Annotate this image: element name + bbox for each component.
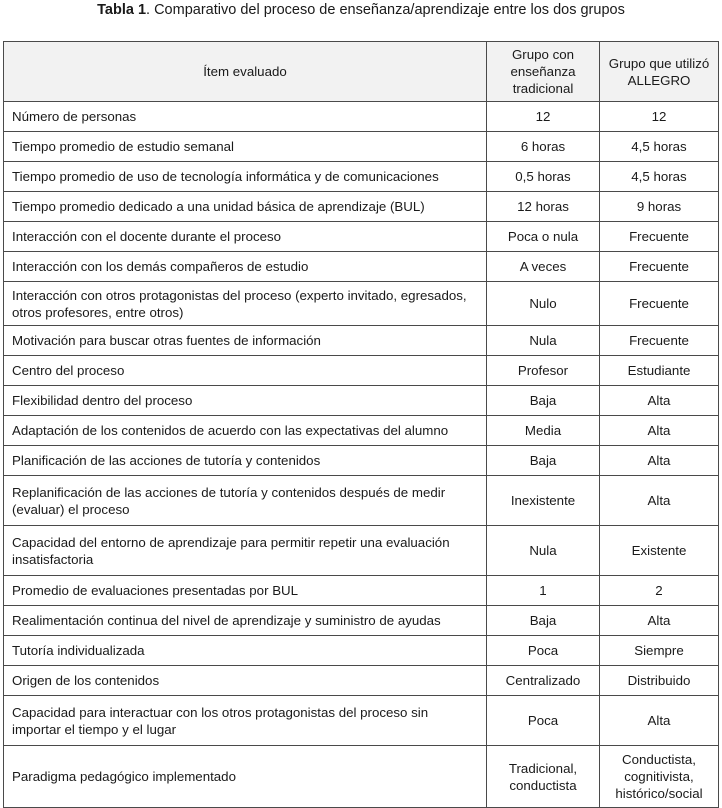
table-row <box>4 222 719 252</box>
row-traditional-value: Poca o nula <box>487 222 600 252</box>
row-allegro-value: 4,5 horas <box>600 132 719 162</box>
row-item: Motivación para buscar otras fuentes de información <box>4 326 487 356</box>
row-traditional-value: Profesor <box>487 356 600 386</box>
table-row <box>4 282 719 326</box>
row-traditional-value: Nula <box>487 326 600 356</box>
row-item: Interacción con otros protagonistas del proceso (experto invitado, egresados, otros profesores, entre otros) <box>4 282 487 326</box>
table-row <box>4 636 719 666</box>
row-traditional-value: Inexistente <box>487 476 600 526</box>
row-traditional-value: 1 <box>487 576 600 606</box>
row-allegro-value: Alta <box>600 606 719 636</box>
header-group-allegro: Grupo que utilizó ALLEGRO <box>600 42 719 102</box>
row-traditional-value: Media <box>487 416 600 446</box>
row-item: Tiempo promedio de uso de tecnología informática y de comunicaciones <box>4 162 487 192</box>
row-allegro-value: Frecuente <box>600 326 719 356</box>
table-row <box>4 476 719 526</box>
header-row <box>4 42 719 102</box>
row-allegro-value: Siempre <box>600 636 719 666</box>
row-traditional-value: Nulo <box>487 282 600 326</box>
row-item: Origen de los contenidos <box>4 666 487 696</box>
row-traditional-value: 12 horas <box>487 192 600 222</box>
row-allegro-value: Conductista, cognitivista, histórico/social <box>600 746 719 808</box>
table-row <box>4 526 719 576</box>
header-item: Ítem evaluado <box>4 42 487 102</box>
row-allegro-value: 9 horas <box>600 192 719 222</box>
row-item: Capacidad del entorno de aprendizaje para permitir repetir una evaluación insatisfactoria <box>4 526 487 576</box>
row-traditional-value: Baja <box>487 606 600 636</box>
row-allegro-value: Distribuido <box>600 666 719 696</box>
row-traditional-value: Centralizado <box>487 666 600 696</box>
row-allegro-value: 4,5 horas <box>600 162 719 192</box>
row-traditional-value: 6 horas <box>487 132 600 162</box>
row-allegro-value: Existente <box>600 526 719 576</box>
row-allegro-value: Frecuente <box>600 252 719 282</box>
row-item: Planificación de las acciones de tutoría y contenidos <box>4 446 487 476</box>
row-traditional-value: Poca <box>487 696 600 746</box>
table-row <box>4 326 719 356</box>
table-row <box>4 576 719 606</box>
row-traditional-value: 12 <box>487 102 600 132</box>
row-item: Tiempo promedio dedicado a una unidad básica de aprendizaje (BUL) <box>4 192 487 222</box>
table-row <box>4 102 719 132</box>
row-allegro-value: Alta <box>600 446 719 476</box>
caption-label: Tabla 1 <box>97 2 147 18</box>
table-row <box>4 356 719 386</box>
row-allegro-value: Frecuente <box>600 282 719 326</box>
table-row <box>4 606 719 636</box>
table-row <box>4 416 719 446</box>
row-item: Tiempo promedio de estudio semanal <box>4 132 487 162</box>
row-item: Promedio de evaluaciones presentadas por BUL <box>4 576 487 606</box>
row-allegro-value: Alta <box>600 696 719 746</box>
table-row <box>4 252 719 282</box>
caption-text: . Comparativo del proceso de enseñanza/aprendizaje entre los dos grupos <box>146 2 625 18</box>
row-item: Paradigma pedagógico implementado <box>4 746 487 808</box>
row-item: Interacción con el docente durante el proceso <box>4 222 487 252</box>
row-traditional-value: Nula <box>487 526 600 576</box>
row-traditional-value: Tradicional, conductista <box>487 746 600 808</box>
table-row <box>4 162 719 192</box>
row-item: Replanificación de las acciones de tutoría y contenidos después de medir (evaluar) el proceso <box>4 476 487 526</box>
row-allegro-value: Alta <box>600 416 719 446</box>
row-allegro-value: 12 <box>600 102 719 132</box>
row-item: Centro del proceso <box>4 356 487 386</box>
row-traditional-value: Baja <box>487 446 600 476</box>
header-group-traditional: Grupo con enseñanza tradicional <box>487 42 600 102</box>
comparison-table <box>3 41 719 808</box>
row-item: Número de personas <box>4 102 487 132</box>
row-item: Realimentación continua del nivel de aprendizaje y suministro de ayudas <box>4 606 487 636</box>
table-caption <box>0 1 722 19</box>
row-traditional-value: Baja <box>487 386 600 416</box>
table-row <box>4 132 719 162</box>
row-allegro-value: Estudiante <box>600 356 719 386</box>
table-row <box>4 386 719 416</box>
row-item: Flexibilidad dentro del proceso <box>4 386 487 416</box>
row-traditional-value: Poca <box>487 636 600 666</box>
table-row <box>4 192 719 222</box>
row-item: Tutoría individualizada <box>4 636 487 666</box>
row-allegro-value: Alta <box>600 476 719 526</box>
row-allegro-value: Frecuente <box>600 222 719 252</box>
row-item: Adaptación de los contenidos de acuerdo con las expectativas del alumno <box>4 416 487 446</box>
row-item: Interacción con los demás compañeros de estudio <box>4 252 487 282</box>
table-row <box>4 746 719 808</box>
table-row <box>4 666 719 696</box>
row-allegro-value: Alta <box>600 386 719 416</box>
row-allegro-value: 2 <box>600 576 719 606</box>
table-row <box>4 446 719 476</box>
row-item: Capacidad para interactuar con los otros protagonistas del proceso sin importar el tiempo y el lugar <box>4 696 487 746</box>
row-traditional-value: 0,5 horas <box>487 162 600 192</box>
row-traditional-value: A veces <box>487 252 600 282</box>
table-row <box>4 696 719 746</box>
